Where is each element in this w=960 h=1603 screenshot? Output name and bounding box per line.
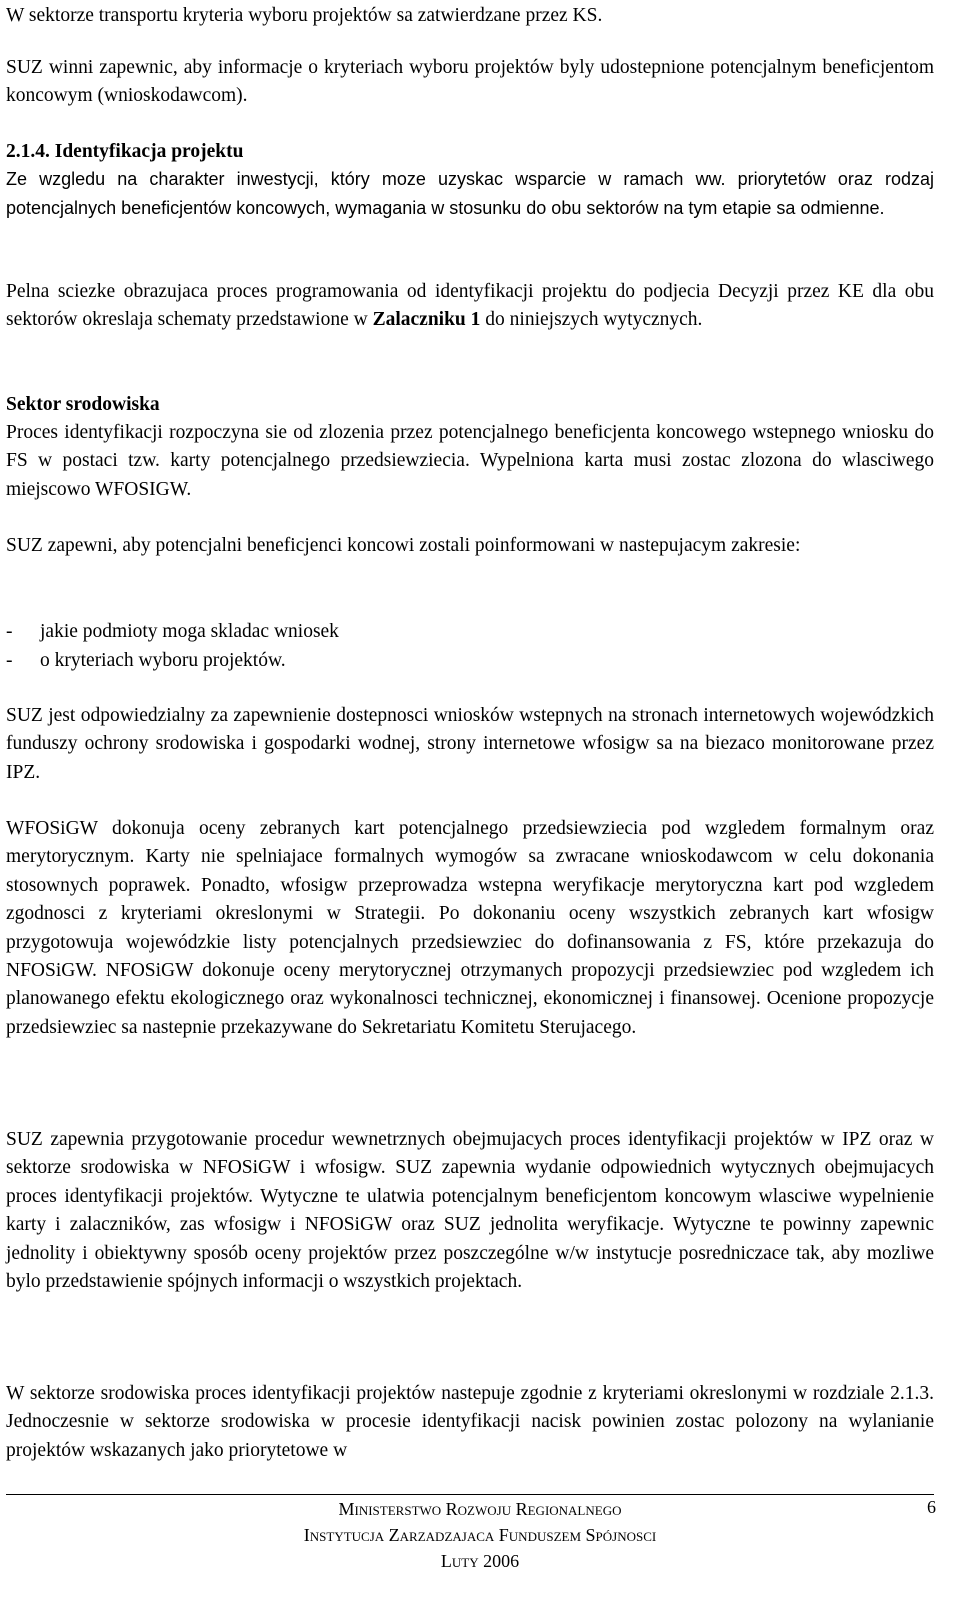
footer-ministry: Ministerstwo Rozwoju Regionalnego	[338, 1499, 622, 1519]
list-item-text: jakie podmioty moga skladac wniosek	[40, 621, 339, 642]
paragraph-full-path	[6, 278, 934, 335]
paragraph-environment-sector-process: W sektorze srodowiska proces identyfikacji projektów nastepuje zgodnie z kryteriami okreslonymi w rozdziale 2.1.3. Jednoczesnie w sektorze srodowiska w procesie identyfikacji nacisk powinien zostac polozony na wylanianie projektów wskazanych jako priorytetowe w	[6, 1383, 934, 1461]
paragraph-identification-intro: Ze wzgledu na charakter inwestycji, który moze uzyskac wsparcie w ramach ww. priorytetów oraz rodzaj potencjalnych beneficjentów koncowych, wymagania w stosunku do obu sektorów na tym etapie sa odmienne.	[6, 169, 934, 219]
list-dash: -	[6, 650, 13, 671]
list-item	[6, 646, 606, 675]
paragraph-suz-ensures: SUZ zapewni, aby potencjalni beneficjenci koncowi zostali poinformowani w nastepujacym zakresie:	[6, 535, 801, 556]
list-item-text: o kryteriach wyboru projektów.	[40, 650, 286, 671]
scope-list	[6, 617, 606, 675]
footer-divider	[6, 1494, 934, 1495]
paragraph-full-path-text-b: do niniejszych wytycznych.	[480, 309, 703, 331]
paragraph-full-path-text-a: Pelna sciezke obrazujaca proces programowania od identyfikacji projektu do podjecia Decyzji przez KE dla obu sektorów okreslaja schematy przedstawione w	[6, 281, 934, 331]
paragraph-identification-process: Proces identyfikacji rozpoczyna sie od zlozenia przez potencjalnego beneficjenta koncowego wstepnego wniosku do FS w postaci tzw. karty potencjalnego przedsiewziecia. Wypelniona karta musi zostac zlozona do wlasciwego miejscowo WFOSIGW.	[6, 422, 934, 500]
paragraph-transport-criteria: W sektorze transportu kryteria wyboru projektów sa zatwierdzane przez KS.	[6, 5, 603, 26]
list-item	[6, 617, 606, 646]
annex-reference: Zalaczniku 1	[372, 309, 481, 331]
page-number: 6	[927, 1497, 936, 1517]
paragraph-wfosigw-evaluation: WFOSiGW dokonuja oceny zebranych kart potencjalnego przedsiewziecia pod wzgledem formalnym oraz merytorycznym. Karty nie spelniajace formalnych wymogów sa zwracane wnioskodawcom w celu dokonania stosownych poprawek. Ponadto, wfosigw przeprowadza wstepna weryfikacje merytoryczna kart pod wzgledem zgodnosci z kryteriami okreslonymi w Strategii. Po dokonaniu oceny wszystkich zebranych kart wfosigw przygotowuja wojewódzkie listy potencjalnych przedsiewziec do dofinansowania z FS, które przekazuja do NFOSiGW. NFOSiGW dokonuje oceny merytorycznej otrzymanych propozycji przedsiewziec pod wzgledem ich planowanego efektu ekologicznego oraz wykonalnosci technicznej, ekonomicznej i finansowej. Ocenione propozycje przedsiewziec sa nastepnie przekazywane do Sekretariatu Komitetu Sterujacego.	[6, 818, 934, 1038]
paragraph-suz-info: SUZ winni zapewnic, aby informacje o kryteriach wyboru projektów byly udostepnione potencjalnym beneficjentom koncowym (wnioskodawcom).	[6, 57, 934, 107]
subheading-environment-sector: Sektor srodowiska	[6, 394, 160, 415]
footer-institution: Instytucja Zarzadzajaca Funduszem Spójnosci	[303, 1525, 657, 1545]
section-heading: 2.1.4. Identyfikacja projektu	[6, 141, 244, 162]
paragraph-suz-responsible: SUZ jest odpowiedzialny za zapewnienie dostepnosci wniosków wstepnych na stronach internetowych wojewódzkich funduszy ochrony srodowiska i gospodarki wodnej, strony internetowe wfosigw sa na biezaco monitorowane przez IPZ.	[6, 705, 934, 783]
paragraph-suz-procedures: SUZ zapewnia przygotowanie procedur wewnetrznych obejmujacych proces identyfikacji projektów w IPZ oraz w sektorze srodowiska w NFOSiGW i wfosigw. SUZ zapewnia wydanie odpowiednich wytycznych obejmujacych proces identyfikacji projektów. Wytyczne te ulatwia potencjalnym beneficjentom koncowym wlasciwe wypelnienie karty i zalaczników, zas wfosigw i NFOSiGW oraz SUZ jednolita weryfikacje. Wytyczne te powinny zapewnic jednolity i obiektywny sposób oceny projektów przez poszczególne w/w instytucje posredniczace tak, aby mozliwe bylo przedstawienie spójnych informacji o wszystkich projektach.	[6, 1129, 934, 1293]
footer-date: Luty 2006	[440, 1551, 520, 1571]
list-dash: -	[6, 621, 13, 642]
